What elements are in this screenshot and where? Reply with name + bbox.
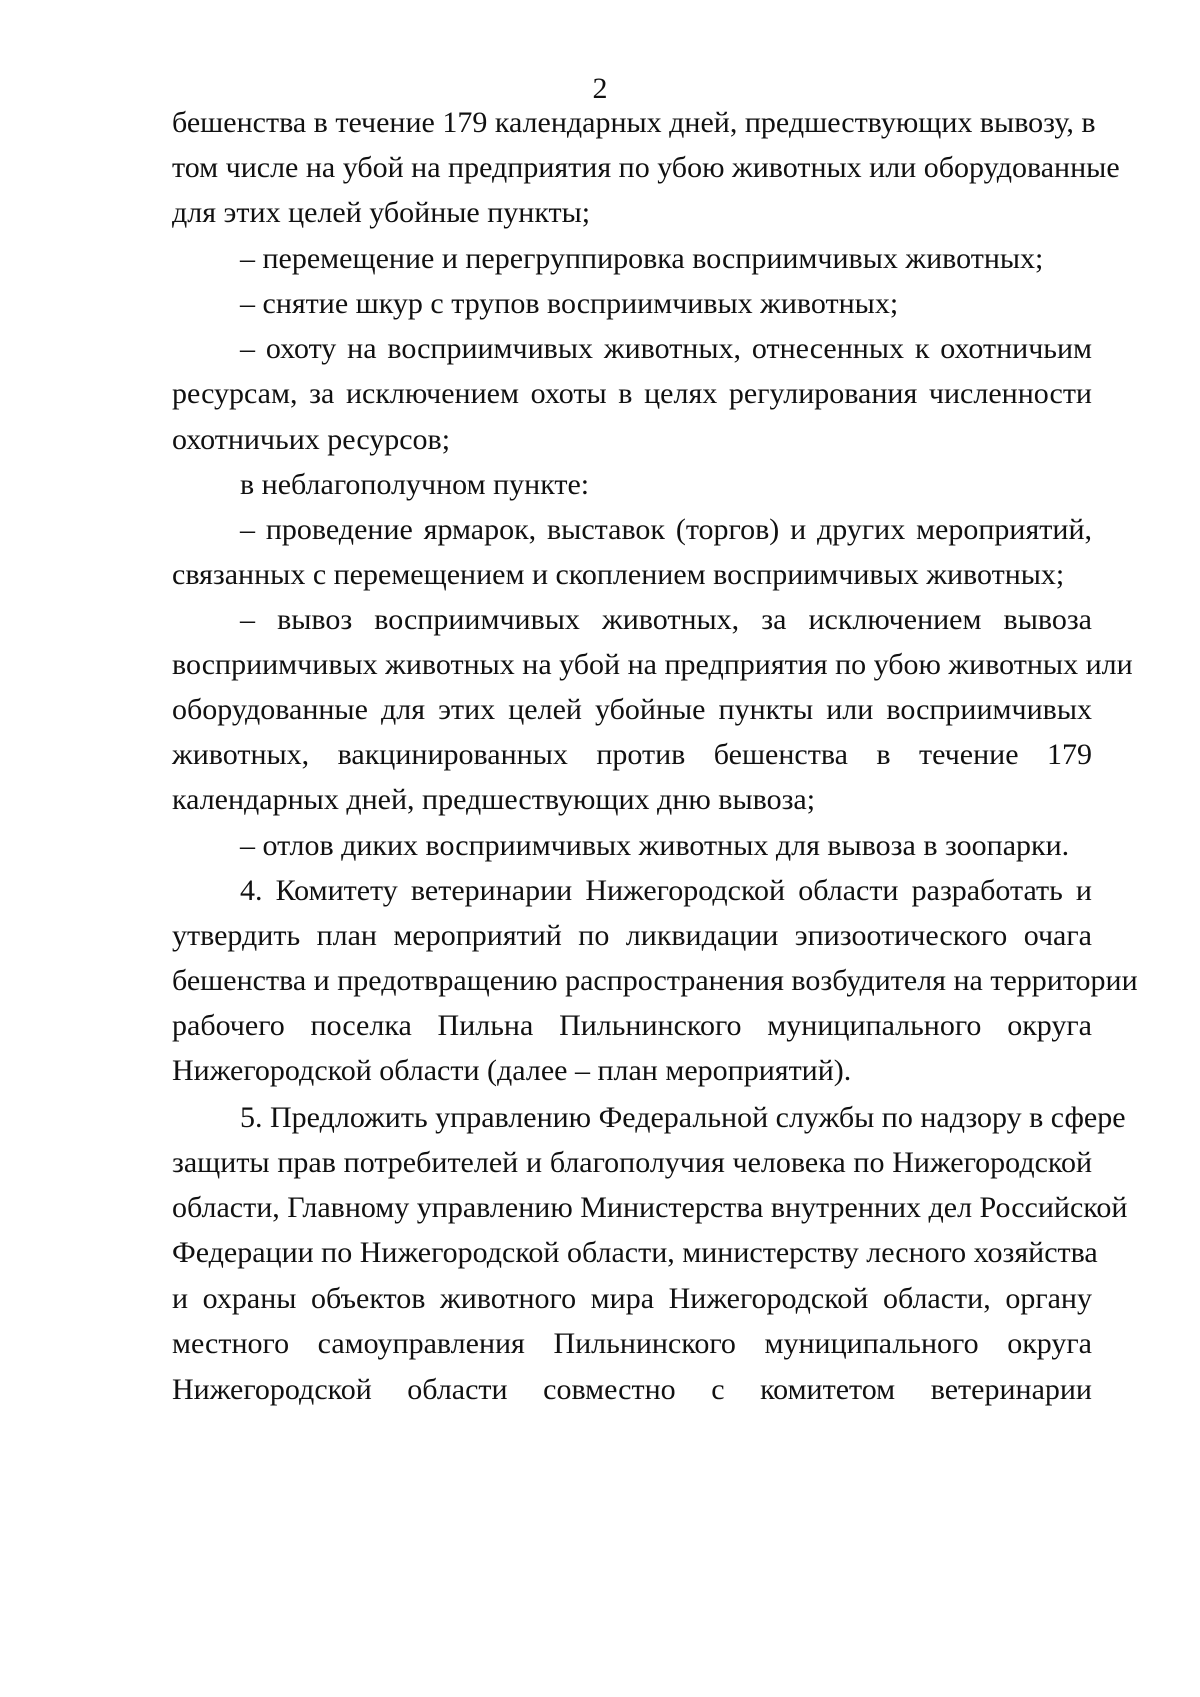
text-line: и охраны объектов животного мира Нижегородской области, органу — [172, 1282, 1092, 1315]
text-line: – снятие шкур с трупов восприимчивых животных; — [240, 287, 899, 320]
text-line: том числе на убой на предприятия по убою животных или оборудованные — [172, 151, 1120, 184]
text-line: рабочего поселка Пильна Пильнинского муниципального округа — [172, 1009, 1092, 1042]
text-line: местного самоуправления Пильнинского муниципального округа — [172, 1327, 1092, 1360]
text-line: – проведение ярмарок, выставок (торгов) и других мероприятий, — [240, 513, 1092, 546]
text-line: утвердить план мероприятий по ликвидации эпизоотического очага — [172, 919, 1092, 952]
text-line: оборудованные для этих целей убойные пункты или восприимчивых — [172, 693, 1092, 726]
text-line: ресурсам, за исключением охоты в целях регулирования численности — [172, 377, 1092, 410]
text-line: Нижегородской области (далее – план мероприятий). — [172, 1054, 852, 1087]
text-line: – отлов диких восприимчивых животных для вывоза в зоопарки. — [240, 829, 1070, 862]
text-line: Нижегородской области совместно с комитетом ветеринарии — [172, 1373, 1092, 1406]
text-line: – охоту на восприимчивых животных, отнесенных к охотничьим — [240, 332, 1092, 365]
text-line: – вывоз восприимчивых животных, за исключением вывоза — [240, 603, 1092, 636]
text-line: восприимчивых животных на убой на предприятия по убою животных или — [172, 648, 1133, 681]
text-line: животных, вакцинированных против бешенства в течение 179 — [172, 738, 1092, 771]
text-line: 5. Предложить управлению Федеральной службы по надзору в сфере — [240, 1101, 1126, 1134]
text-line: области, Главному управлению Министерства внутренних дел Российской — [172, 1191, 1128, 1224]
text-line: бешенства в течение 179 календарных дней, предшествующих вывозу, в — [172, 106, 1096, 139]
text-line: защиты прав потребителей и благополучия человека по Нижегородской — [172, 1146, 1092, 1179]
text-line: связанных с перемещением и скоплением восприимчивых животных; — [172, 558, 1065, 591]
text-line: для этих целей убойные пункты; — [172, 196, 591, 229]
text-line: охотничьих ресурсов; — [172, 423, 451, 456]
text-line: 4. Комитету ветеринарии Нижегородской области разработать и — [240, 874, 1092, 907]
text-line: бешенства и предотвращению распространения возбудителя на территории — [172, 964, 1138, 997]
page-number: 2 — [592, 72, 608, 105]
text-line: Федерации по Нижегородской области, министерству лесного хозяйства — [172, 1236, 1098, 1269]
text-line: календарных дней, предшествующих дню вывоза; — [172, 783, 816, 816]
text-line: – перемещение и перегруппировка восприимчивых животных; — [240, 242, 1044, 275]
text-line: в неблагополучном пункте: — [240, 468, 590, 501]
